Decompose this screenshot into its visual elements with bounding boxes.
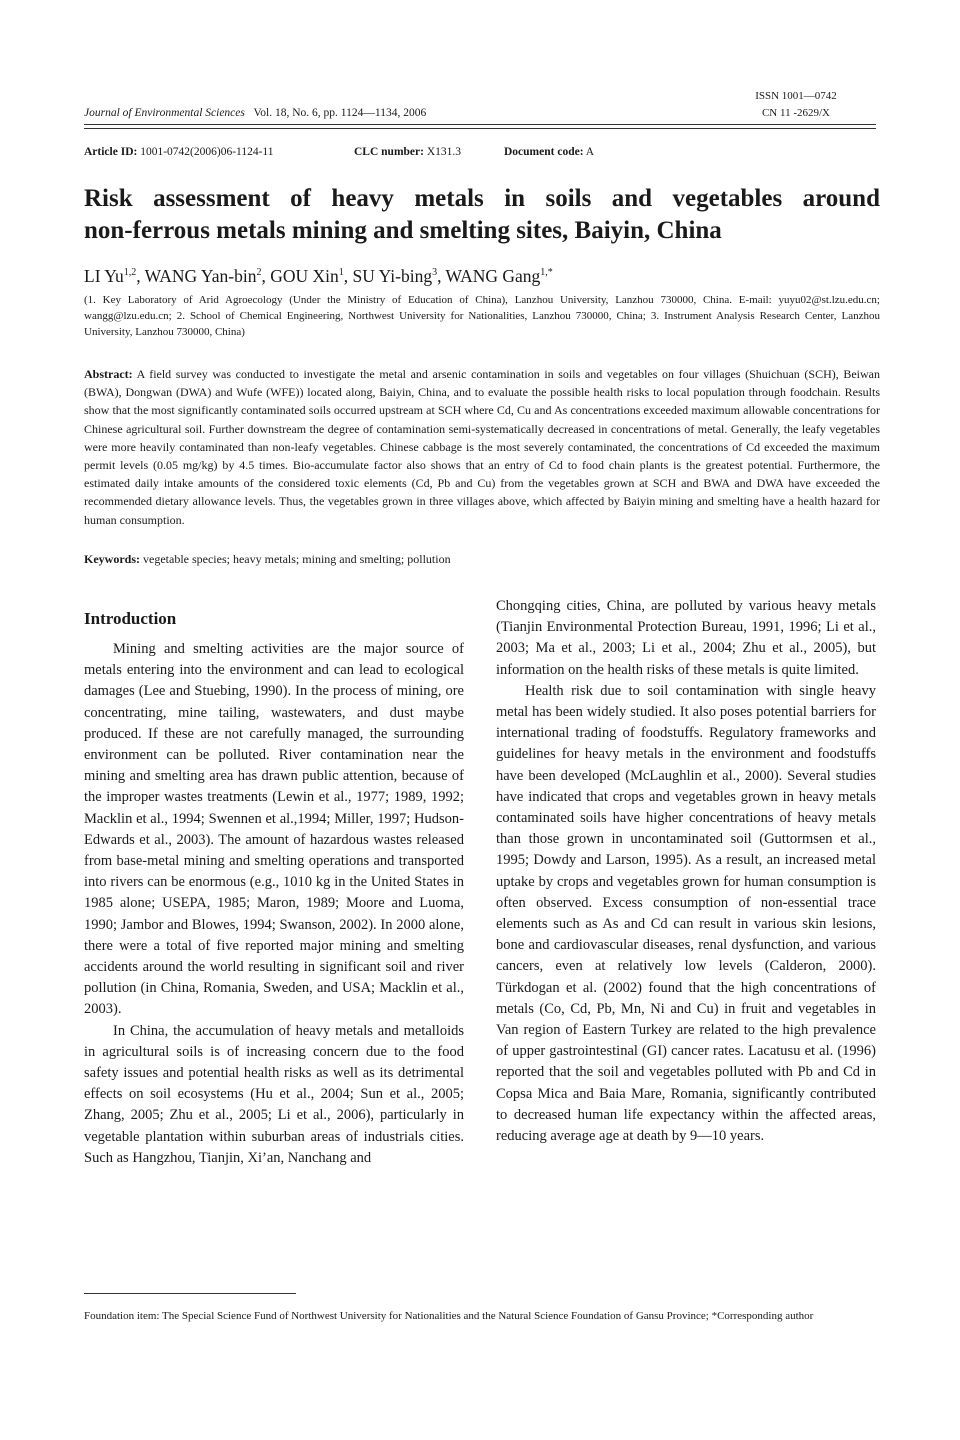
issn-block [736, 90, 856, 120]
abstract-label: Abstract: [84, 367, 133, 381]
author: SU Yi-bing$^3$ [352, 266, 438, 286]
keywords-text: vegetable species; heavy metals; mining and smelting; pollution [140, 552, 451, 566]
running-head [84, 107, 426, 119]
title-line-1: Risk assessment of heavy metals in soils and vegetables around [84, 185, 880, 212]
paragraph: Chongqing cities, China, are polluted by various heavy metals (Tianjin Environmental Protection Bureau, 1991, 1996; Li et al., 2003; Ma et al., 2003; Li et al., 2004; Zhu et al., 2005), but information on the health risks of these metals is quite limited. [496, 598, 876, 678]
keywords-label: Keywords: [84, 552, 140, 566]
author-affiliation-marker: 3 [432, 267, 438, 279]
header-rule-2 [84, 128, 876, 129]
keywords [84, 550, 880, 568]
header-rule [84, 124, 876, 125]
footnote: Foundation item: The Special Science Fund of Northwest University for Nationalities and the Natural Science Foundation of Gansu Province; *Corresponding author [84, 1310, 814, 1322]
paragraph: Health risk due to soil contamination with single heavy metal has been widely studied. It also poses potential barriers for international trading of foodstuffs. Regulatory frameworks and guidelines for heavy metals in the environment and foodstuffs have been developed (McLaughlin et al., 2000). Several studies have indicated that crops and vegetables grown in heavy metals contaminated soils have higher concentrations of heavy metals than those grown in uncontaminated soil (Guttormsen et al., 1995; Dowdy and Larson, 1995). As a result, an increased metal uptake by crops and vegetables grown for human consumption is often observed. Excess consumption of non-essential trace elements such as As and Cd can result in various skin lesions, bone and cardiovascular diseases, renal dysfunction, and various cancers, even at relatively low levels (Calderon, 2000). Türkdogan et al. (2002) found that the high concentrations of metals (Co, Cd, Pb, Mn, Ni and Cu) in fruit and vegetables in Van region of Eastern Turkey are related to the high prevalence of upper gastrointestinal (GI) cancer rates. Lacatusu et al. (1996) reported that the soil and vegetables polluted with Pb and Cd in Copsa Mica and Baia Mare, Romania, significantly contributed to decreased human life expectancy within the affected areas, reducing average age at death by 9—10 years. [496, 682, 876, 1145]
article-id: Article ID: 1001-0742(2006)06-1124-11 [84, 146, 274, 158]
right-column [496, 596, 876, 1147]
clc-number: CLC number: X131.3 [354, 146, 462, 158]
abstract [84, 365, 880, 529]
author-affiliation-marker: 1 [338, 267, 344, 279]
footnote-rule [84, 1293, 296, 1294]
author-affiliation-marker: 1,* [540, 267, 553, 279]
cn-number: CN 11 -2629/X [761, 107, 831, 119]
left-column [84, 605, 464, 1169]
title-line-2: non-ferrous metals mining and smelting sites, Baiyin, China [84, 217, 722, 244]
document-code: Document code: A [504, 146, 595, 158]
author-list: LI Yu$^{1,2}$, WANG Yan-bin$^2$, GOU Xin$^1$, SU Yi-bing$^3$, WANG Gang$^{1,*}$ [84, 266, 553, 286]
issn-number: ISSN 1001—0742 [755, 90, 837, 102]
author-affiliation-marker: 2 [256, 267, 262, 279]
paragraph: In China, the accumulation of heavy metals and metalloids in agricultural soils is of increasing concern due to the food safety issues and potential health risks as well as its detrimental effects on soil ecosystems (Hu et al., 2004; Sun et al., 2005; Zhang, 2005; Zhu et al., 2005; Li et al., 2006), particularly in vegetable plantation within suburban areas of industrials cities. Such as Hangzhou, Tianjin, Xi’an, Nanchang and [84, 1022, 464, 1166]
author-affiliation-marker: 1,2 [123, 267, 137, 279]
paragraph: Mining and smelting activities are the major source of metals entering into the environment and can lead to ecological damages (Lee and Stuebing, 1990). In the process of mining, ore concentrating, mine tailing, wastewaters, and dust maybe produced. If these are not carefully managed, the surrounding environment can be polluted. River contamination near the mining and smelting area has drawn public attention, because of the improper wastes treatments (Lewin et al., 1977; 1989, 1992; Macklin et al., 1994; Swennen et al.,1994; Miller, 1997; Hudson-Edwards et al., 2003). The amount of hazardous wastes released from base-metal mining and smelting operations and transported into rivers can be enormous (e.g., 1010 kg in the United States in 1985 alone; USEPA, 1985; Maron, 1989; Moore and Luoma, 1990; Jambor and Blowes, 1994; Swanson, 2002). In 2000 alone, there were a total of five reported major mining and smelting accidents around the world resulting in significant soil and river pollution (in China, Romania, Sweden, and USA; Macklin et al., 2003). [84, 641, 464, 1018]
author: LI Yu$^{1,2}$ [84, 266, 137, 286]
paper-title [84, 183, 880, 247]
journal-citation: Vol. 18, No. 6, pp. 1124—1134, 2006 [253, 107, 427, 119]
journal-name: Journal of Environmental Sciences [84, 107, 245, 119]
author: WANG Gang$^{1,*}$ [445, 266, 553, 286]
abstract-text: A field survey was conducted to investigate the metal and arsenic contamination in soils and vegetables on four villages (Shuichuan (SCH), Beiwan (BWA), Dongwan (DWA) and Wufe (WFE)) located along, Baiyin, China, and to evaluate the possible health risks to local population through foodchain. Results show that the most significantly contaminated soils occurred upstream at SCH where Cd, Cu and As concentrations exceeded maximum allowable concentrations for Chinese agricultural soil. Further downstream the degree of contamination semi-systematically decreased in concentrations of metal. Generally, the leafy vegetables were more heavily contaminated than non-leafy vegetables. Chinese cabbage is the most severely contaminated, the concentrations of Cd exceeded the maximum permit levels (0.05 mg/kg) by 4.5 times. Bio-accumulate factor also shows that an entry of Cd to food chain plants is the greatest potential. Furthermore, the estimated daily intake amounts of the considered toxic elements (Cd, Pb and Cu) from the vegetables grown at SCH and BWA and DWA have exceeded the recommended dietary allowance levels. Thus, the vegetables grown in three villages above, which affected by Baiyin mining and smelting have a health hazard for human consumption. [84, 367, 880, 527]
author: WANG Yan-bin$^2$ [144, 266, 262, 286]
affiliations: (1. Key Laboratory of Arid Agroecology (Under the Ministry of Education of China), Lanzhou University, Lanzhou 730000, China. E-mail: yuyu02@st.lzu.edu.cn; wangg@lzu.edu.cn; 2. School of Chemical Engineering, Northwest University for Nationalities, Lanzhou 730000, China; 3. Instrument Analysis Research Center, Lanzhou University, Lanzhou 730000, China) [84, 294, 880, 338]
section-heading-introduction: Introduction [84, 609, 177, 628]
author: GOU Xin$^1$ [270, 266, 344, 286]
